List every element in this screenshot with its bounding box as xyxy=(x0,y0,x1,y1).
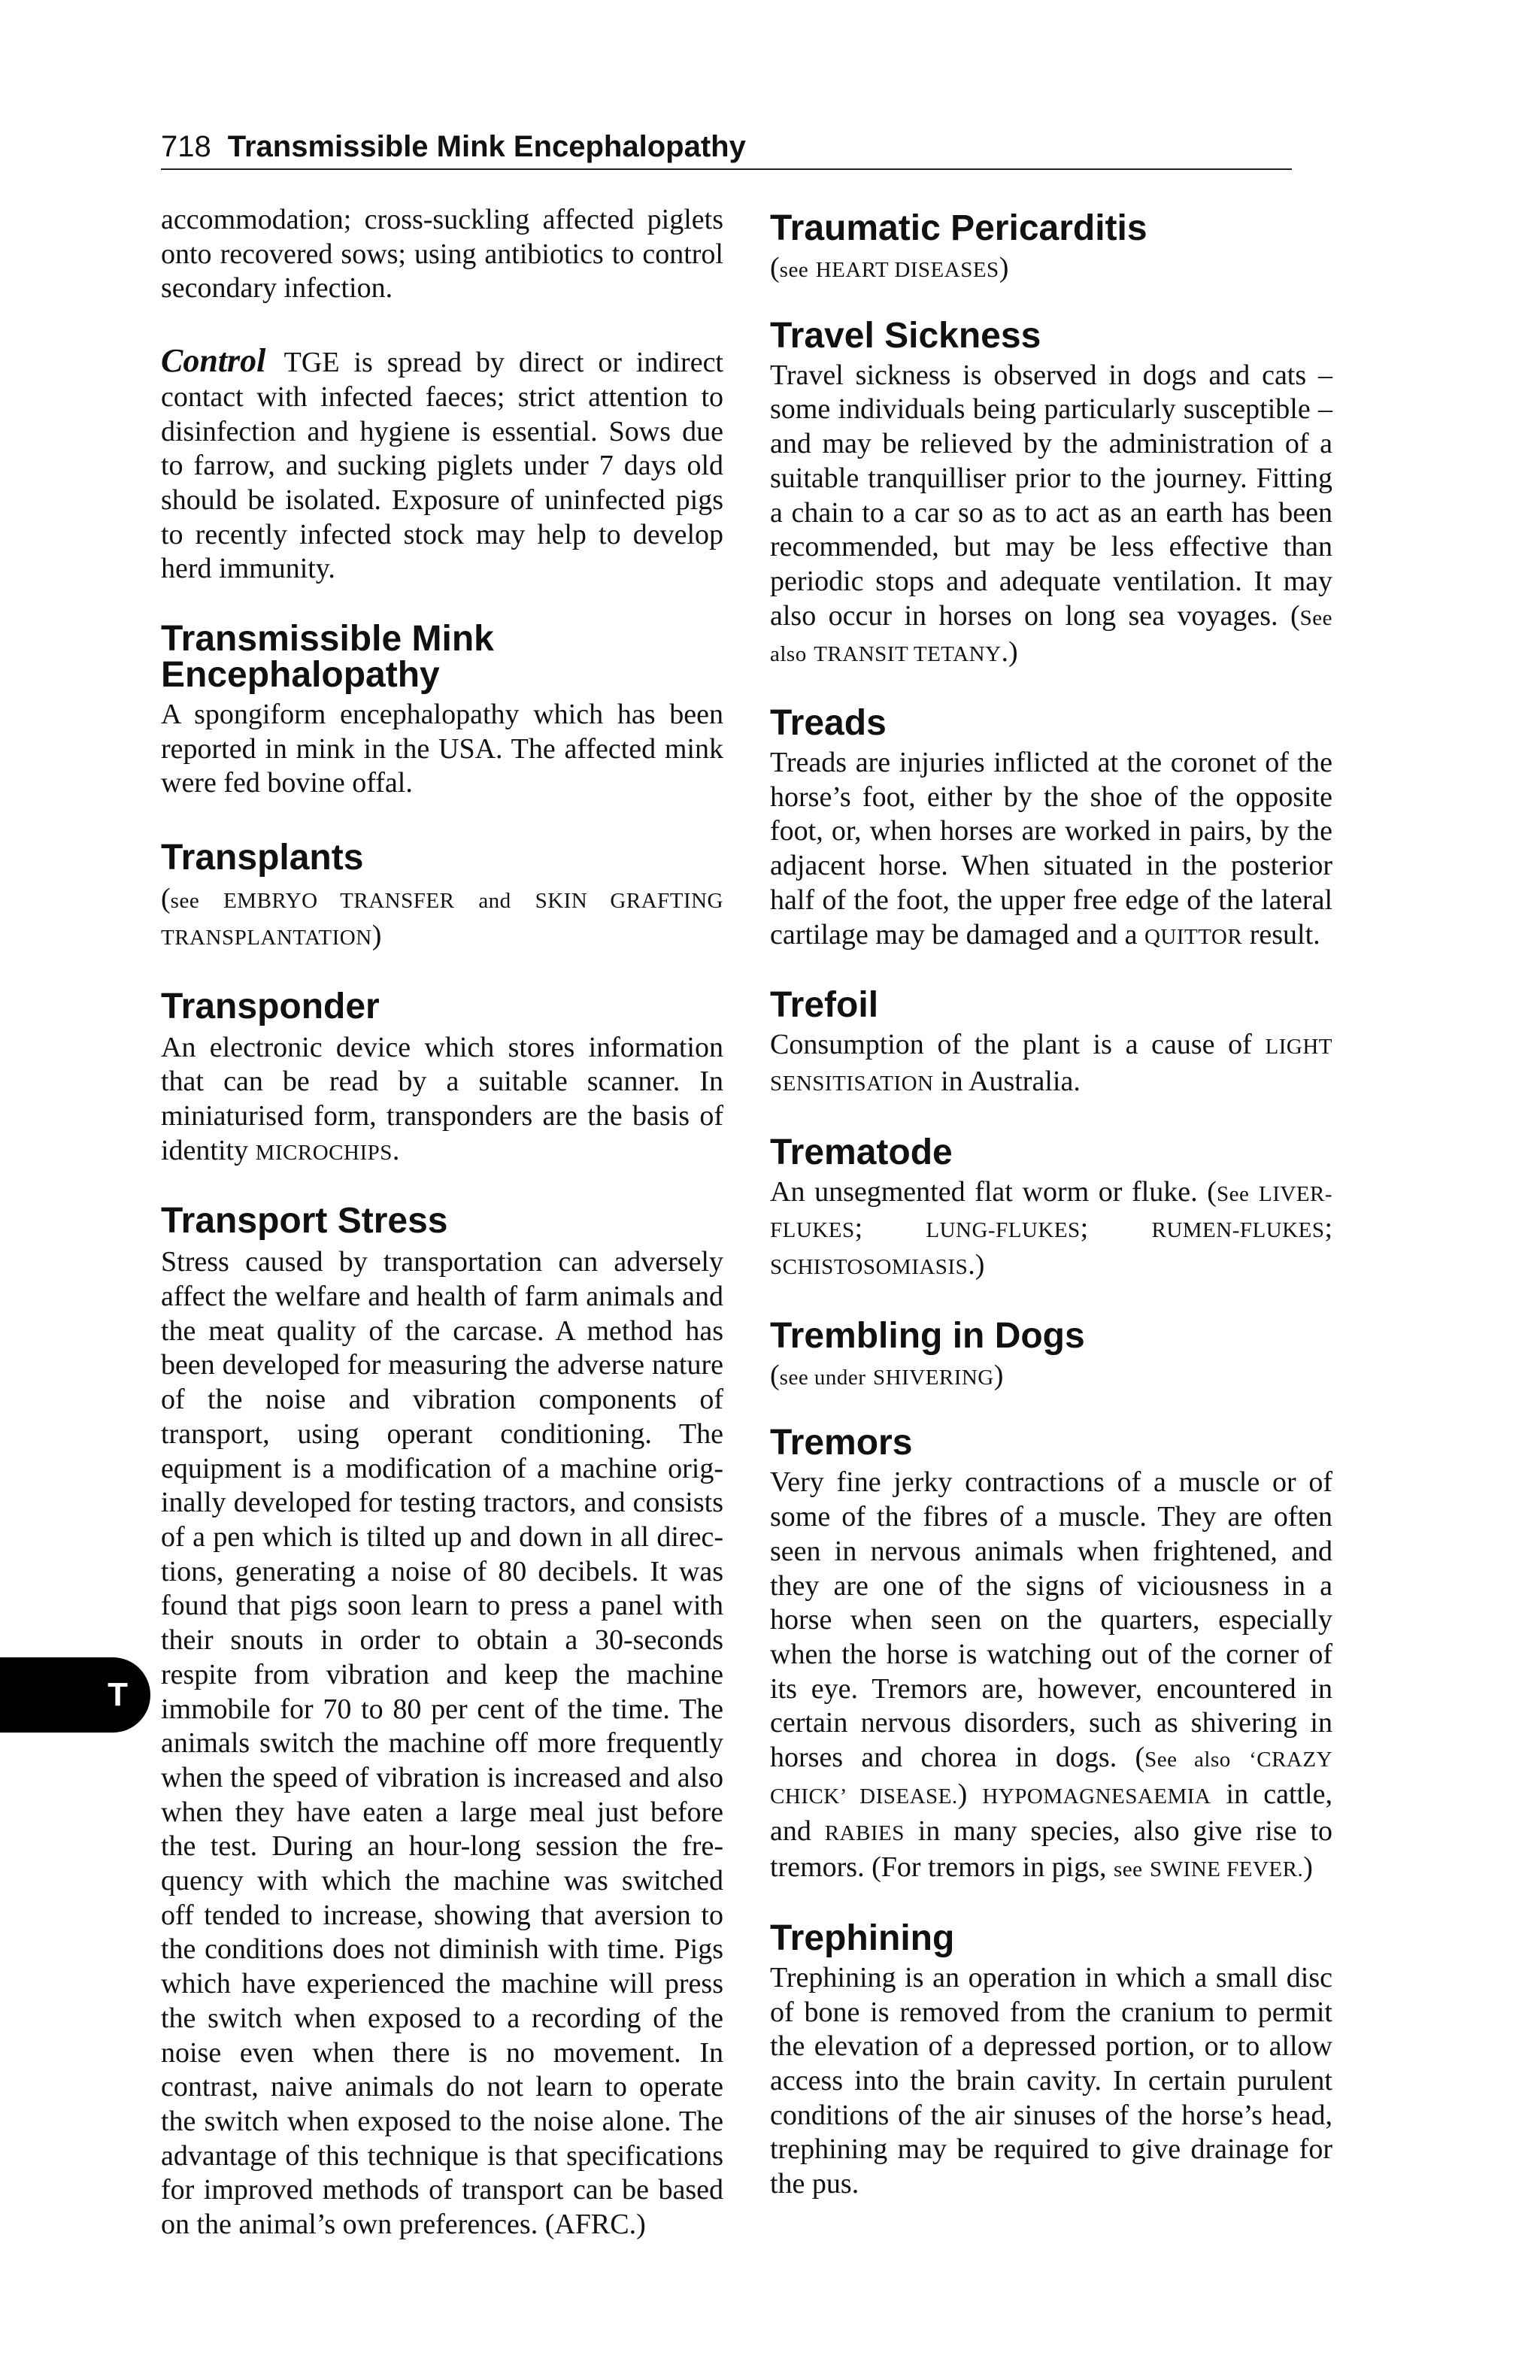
entry-heading: Transponder xyxy=(161,986,380,1026)
entry-heading: Travel Sickness xyxy=(770,315,1041,356)
cross-reference: SKIN GRAFTING TRANSPLANTATION xyxy=(161,889,723,950)
thumb-index-tab xyxy=(0,1657,150,1733)
entry-trephining xyxy=(770,1918,1332,2202)
entry-heading: Trematode xyxy=(770,1132,953,1172)
entry-body: Treads are injuries inflicted at the coronet of the horse’s foot, either by the shoe of the opposite foot, or, when horses are worked in pairs, by the adjacent horse. When situated in the posterior half of the foot, the upper free edge of the lateral cartilage may be damaged and a QUITTOR result. xyxy=(770,747,1332,950)
entry-traumatic-pericarditis xyxy=(770,208,1332,288)
cross-reference: LIGHT SENSITISATION xyxy=(770,1035,1333,1096)
entry-body: An unsegmented flat worm or fluke. (See LIVER-FLUKES; LUNG-FLUKES; RUMEN-FLUKES; SCHISTOSOMIASIS.) xyxy=(770,1175,1333,1281)
entry-transport-stress xyxy=(161,1203,723,2242)
entry-travel-sickness xyxy=(770,315,1332,672)
entry-heading: Transplants xyxy=(161,838,364,878)
entry-body: Trephining is an operation in which a small disc of bone is removed from the cranium to permit the elevation of a depressed portion, or to allow access into the brain cavity. In certain purulent conditions of the air sinuses of the horse’s head, trephining may be required to give drainage for the pus. xyxy=(770,1961,1332,2200)
cross-reference: TRANSIT TETANY xyxy=(814,642,1002,667)
cross-reference: RUMEN-FLUKES xyxy=(1151,1218,1325,1243)
entry-heading: Tremors xyxy=(770,1423,913,1463)
entry-heading: Trephining xyxy=(770,1918,955,1958)
entry-trefoil xyxy=(770,987,1332,1101)
entry-trematode xyxy=(770,1132,1333,1285)
thumb-index-letter: T xyxy=(108,1676,128,1713)
running-title: Transmissible Mink Encephalopathy xyxy=(227,130,746,163)
entry-heading: Trembling in Dogs xyxy=(770,1315,1085,1356)
control-paragraph xyxy=(161,344,723,587)
entry-body: (see EMBRYO TRANSFER and SKIN GRAFTING TRANSPLANTATION) xyxy=(161,883,723,951)
entry-heading: Traumatic Pericarditis xyxy=(770,208,1147,248)
cross-reference: HYPOMAGNESAEMIA xyxy=(982,1784,1211,1808)
page-number: 718 xyxy=(161,130,211,163)
entry-body: Travel sickness is observed in dogs and cats – some individuals being particularly susceptible – and may be relieved by the administration of a suitable tranquilliser prior to the journey. Fitting a chain to a car so as to act as an earth has been recommended, but may be less effective than periodic stops and adequate ventilation. It may also occur in horses on long sea voyages. (See also TRANSIT TETANY.) xyxy=(770,359,1332,669)
entry-body: A spongiform encephalopathy which has been reported in mink in the USA. The affected mink were fed bovine offal. xyxy=(161,699,723,799)
entry-transplants xyxy=(161,840,723,955)
entry-heading: Transmissible Mink Encephalopathy xyxy=(161,619,494,696)
cross-reference: SWINE FEVER. xyxy=(1150,1857,1304,1882)
entry-heading: Treads xyxy=(770,703,887,744)
cross-reference: EMBRYO TRANSFER xyxy=(223,889,455,914)
cross-reference: ‘CRAZY CHICK’ DISEASE. xyxy=(770,1748,1333,1808)
cross-reference: RABIES xyxy=(824,1821,905,1845)
continued-paragraph: accommodation; cross-suckling affected piglets onto recovered sows; using antibiotics to control secondary infection. xyxy=(161,204,723,305)
entry-treads xyxy=(770,705,1332,954)
entry-body: Very fine jerky contractions of a muscle or of some of the fibres of a muscle. They are often seen in nervous animals when frightened, and they are one of the signs of viciousness in a horse when seen on the quarters, especially when the horse is watching out of the corner of its eye. Tremors are, however, encountered in certain nervous disorders, such as shivering in horses and chorea in dogs. (See also ‘CRAZY CHICK’ DISEASE.) HYPOMAGNESAEMIA in cattle, and RABIES in many species, also give rise to tremors. (For tremors in pigs, see SWINE FEVER.) xyxy=(770,1466,1333,1884)
cross-reference: QUITTOR xyxy=(1144,924,1243,949)
entry-trembling-in-dogs xyxy=(770,1315,1332,1396)
entry-transponder xyxy=(161,986,723,1171)
entry-heading: Transport Stress xyxy=(161,1201,448,1242)
cross-reference: SCHISTOSOMIASIS xyxy=(770,1255,969,1280)
entry-tremors xyxy=(770,1425,1332,1887)
control-label: Control xyxy=(161,342,266,380)
entry-body: Consumption of the plant is a cause of LIGHT SENSITISATION in Australia. xyxy=(770,1029,1333,1097)
entry-body: An electronic device which stores information that can be read by a suitable scanner. In miniaturised form, transponders are the basis of identity MICROCHIPS. xyxy=(161,1031,723,1166)
entry-body: (see under SHIVERING) xyxy=(770,1359,1004,1391)
left-column xyxy=(161,203,723,2242)
entry-heading: Trefoil xyxy=(770,985,879,1026)
running-header xyxy=(161,125,1292,170)
cross-reference: SHIVERING xyxy=(872,1365,994,1390)
right-column xyxy=(770,203,1332,2202)
control-text: TGE is spread by direct or indirect contact with infected faeces; strict attention to disinfection and hygiene is essential. Sows due to farrow, and sucking piglets under 7 days old should be isolated. Exposure of uninfected pigs to recently infected stock may help to develop herd immunity. xyxy=(161,347,723,585)
cross-reference: MICROCHIPS xyxy=(255,1140,393,1165)
entry-body: (see HEART DISEASES) xyxy=(770,252,1009,283)
cross-reference: LUNG-FLUKES xyxy=(926,1218,1081,1243)
cross-reference: LIVER-FLUKES xyxy=(770,1181,1333,1243)
entry-body: Stress caused by transportation can adversely affect the welfare and health of farm animals and the meat quality of the carcase. A method has been developed for measuring the adverse nature of the noise and vibration components of transport, using operant conditioning. The equipment is a modification of a machine originally developed for testing tractors, and consists of a pen which is tilted up and down in all directions, generating a noise of 80 decibels. It was found that pigs soon learn to press a panel with their snouts in order to obtain a 30-seconds respite from vibration and keep the machine immobile for 70 to 80 per cent of the time. The animals switch the machine off more frequently when the speed of vibration is increased and also when they have eaten a large meal just before the test. During an hour-long session the frequency with which the machine was switched off tended to increase, showing that aversion to the conditions does not diminish with time. Pigs which have experienced the machine will press the switch when exposed to a recording of the noise even when there is no movement. In contrast, naive animals do not learn to operate the switch when exposed to the noise alone. The advantage of this technique is that specifications for improved methods of transport can be based on the animal’s own preferences. (AFRC.) xyxy=(161,1246,723,2241)
entry-transmissible-mink-encephalopathy xyxy=(161,621,723,801)
cross-reference: HEART DISEASES xyxy=(815,258,999,282)
